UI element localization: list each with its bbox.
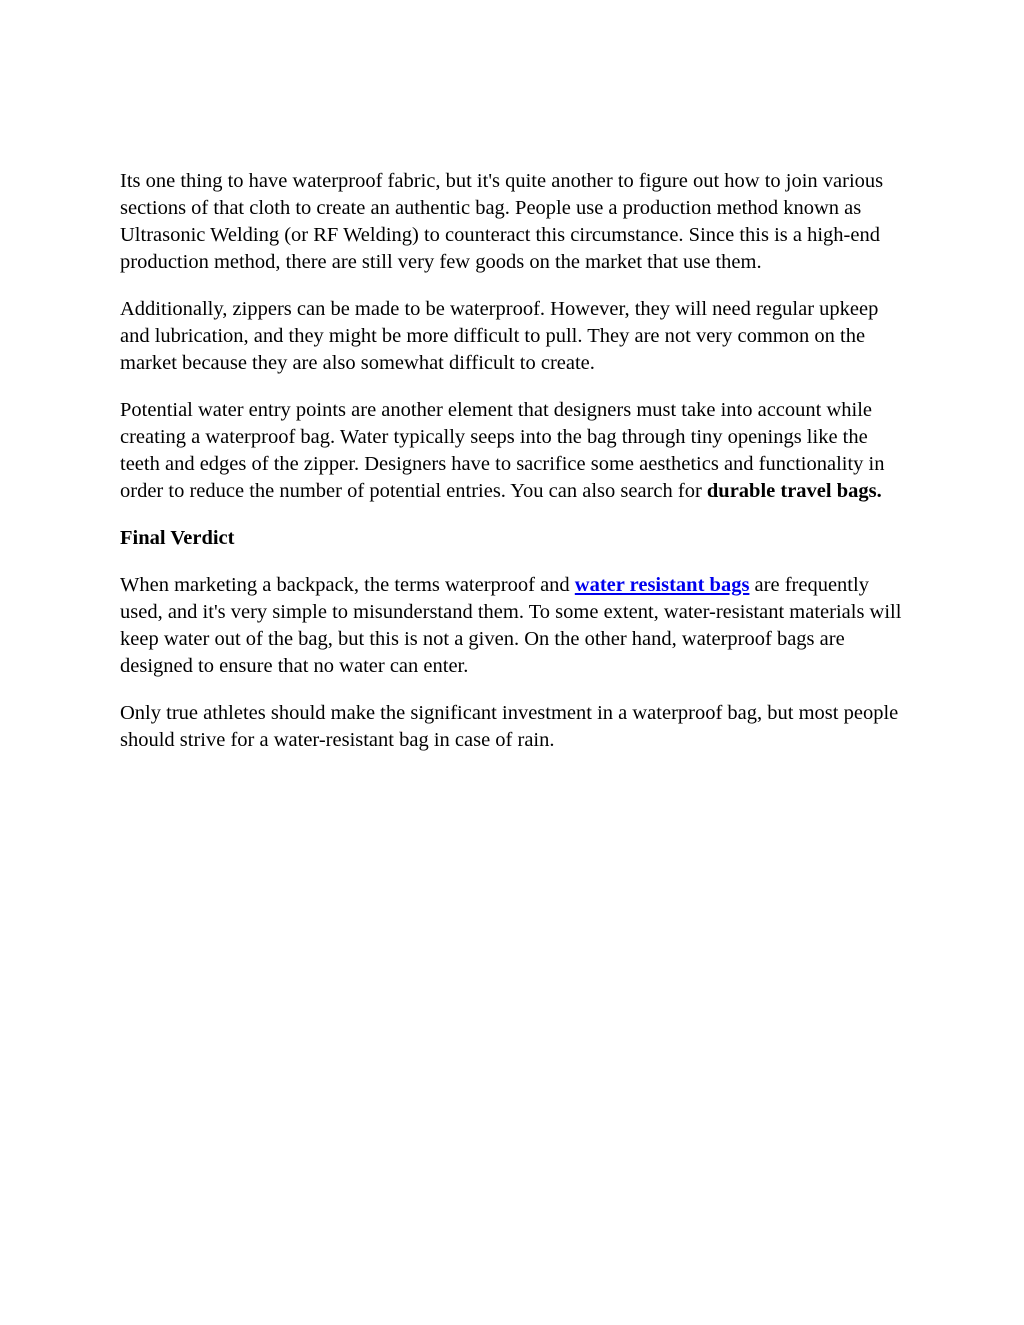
- paragraph-entry-points: [120, 397, 910, 505]
- paragraph-athletes: [120, 700, 910, 754]
- document-page: [120, 168, 910, 774]
- paragraph-athletes-text: Only true athletes should make the significant investment in a waterproof bag, but most people should strive for a water-resistant bag in case of rain.: [120, 702, 899, 751]
- paragraph-marketing-after: are frequently used, and it's very simple to misunderstand them. To some extent, water-resistant materials will keep water out of the bag, but this is not a given. On the other hand, waterproof bags are designed to ensure that no water can enter.: [120, 574, 902, 677]
- paragraph-marketing-before: When marketing a backpack, the terms waterproof and: [120, 574, 575, 596]
- final-verdict-heading: [120, 525, 910, 552]
- final-verdict-heading-text: Final Verdict: [120, 527, 235, 549]
- paragraph-marketing: [120, 572, 910, 680]
- paragraph-entry-points-text: Potential water entry points are another element that designers must take into account while creating a waterproof bag. Water typically seeps into the bag through tiny openings like the teeth and edges of the zipper. Designers have to sacrifice some aesthetics and functionality in order to reduce the number of potential entries. You can also search for: [120, 399, 885, 502]
- paragraph-welding: [120, 168, 910, 276]
- water-resistant-bags-link[interactable]: water resistant bags: [574, 574, 750, 596]
- durable-travel-bags-bold: durable travel bags.: [706, 480, 882, 502]
- paragraph-zippers-text: Additionally, zippers can be made to be waterproof. However, they will need regular upkeep and lubrication, and they might be more difficult to pull. They are not very common on the market because they are also somewhat difficult to create.: [120, 298, 879, 374]
- paragraph-zippers: [120, 296, 910, 377]
- paragraph-welding-text: Its one thing to have waterproof fabric, but it's quite another to figure out how to join various sections of that cloth to create an authentic bag. People use a production method known as Ultrasonic Welding (or RF Welding) to counteract this circumstance. Since this is a high-end production method, there are still very few goods on the market that use them.: [120, 170, 884, 273]
